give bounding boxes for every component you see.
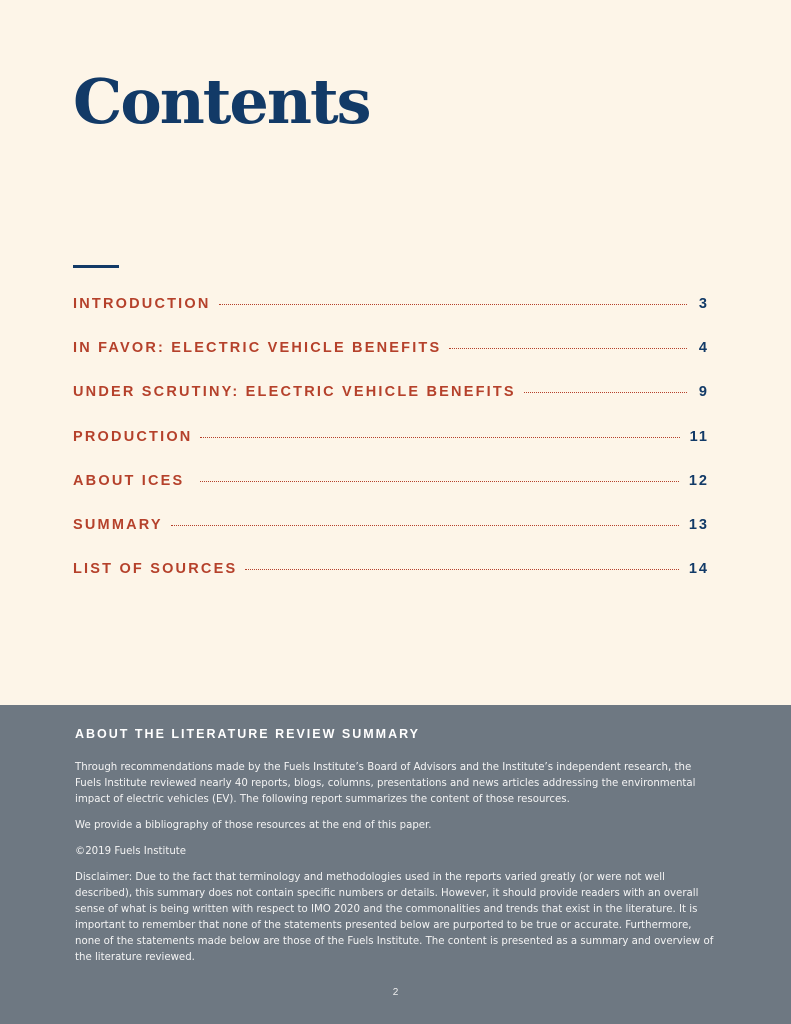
disclaimer-paragraph: Disclaimer: Due to the fact that terminology and methodologies used in the reports varied greatly (or were not well described), this summary does not contain specific numbers or details. However, it should provide readers with an overall sense of what is being written with respect to IMO 2020 and the commonalities and trends that exist in the literature. It is important to remember that none of the statements presented below are purported to be true or accurate. Furthermore, none of the statements made below are those of the Fuels Institute. The content is presented as a summary and overview of the literature reviewed. <box>75 872 714 963</box>
toc-entry-page: 12 <box>688 472 709 489</box>
toc-entry-label: IN FAVOR: ELECTRIC VEHICLE BENEFITS <box>73 340 442 357</box>
copyright-notice: ©2019 Fuels Institute <box>75 846 187 857</box>
toc-entry-page: 11 <box>689 428 709 445</box>
toc-leader-dots <box>449 348 687 349</box>
toc-leader-dots <box>171 525 679 526</box>
toc-entry-label: INTRODUCTION <box>73 296 211 312</box>
about-body <box>75 760 720 976</box>
toc-entry-summary[interactable] <box>73 517 709 561</box>
toc-entry-page: 9 <box>698 384 709 401</box>
toc-entry-label: LIST OF SOURCES <box>73 561 238 578</box>
toc-entry-list-of-sources[interactable] <box>73 561 709 605</box>
toc-entry-label: PRODUCTION <box>73 428 193 445</box>
toc-entry-label: SUMMARY <box>73 516 163 533</box>
toc-entry-page: 14 <box>688 561 709 578</box>
page-title: Contents <box>73 65 370 138</box>
toc-entry-under-scrutiny[interactable] <box>73 384 709 428</box>
toc-entry-introduction[interactable] <box>73 296 709 340</box>
toc-leader-dots <box>245 569 679 570</box>
title-divider <box>73 265 119 268</box>
toc-leader-dots <box>219 304 687 305</box>
about-heading: ABOUT THE LITERATURE REVIEW SUMMARY <box>75 727 420 741</box>
about-paragraph-bibliography: We provide a bibliography of those resources at the end of this paper. <box>75 820 432 831</box>
toc-entry-in-favor[interactable] <box>73 340 709 384</box>
toc-entry-production[interactable] <box>73 429 709 473</box>
about-panel <box>0 705 791 1024</box>
toc-entry-about-ices[interactable] <box>73 473 709 517</box>
toc-entry-label: ABOUT ICES <box>73 472 185 489</box>
toc-leader-dots <box>200 437 679 438</box>
toc-entry-page: 13 <box>688 516 709 533</box>
table-of-contents <box>73 296 709 605</box>
toc-entry-page: 4 <box>698 340 709 357</box>
about-paragraph-intro: Through recommendations made by the Fuels Institute’s Board of Advisors and the Institute’s independent research, the Fuels Institute reviewed nearly 40 reports, blogs, columns, presentations and news articles addressing the environmental impact of electric vehicles (EV). The following report summarizes the content of those resources. <box>75 762 696 805</box>
page-number: 2 <box>392 987 399 998</box>
toc-leader-dots <box>200 481 678 482</box>
toc-entry-label: UNDER SCRUTINY: ELECTRIC VEHICLE BENEFITS <box>73 384 516 401</box>
toc-entry-page: 3 <box>698 296 709 312</box>
toc-leader-dots <box>524 392 687 393</box>
